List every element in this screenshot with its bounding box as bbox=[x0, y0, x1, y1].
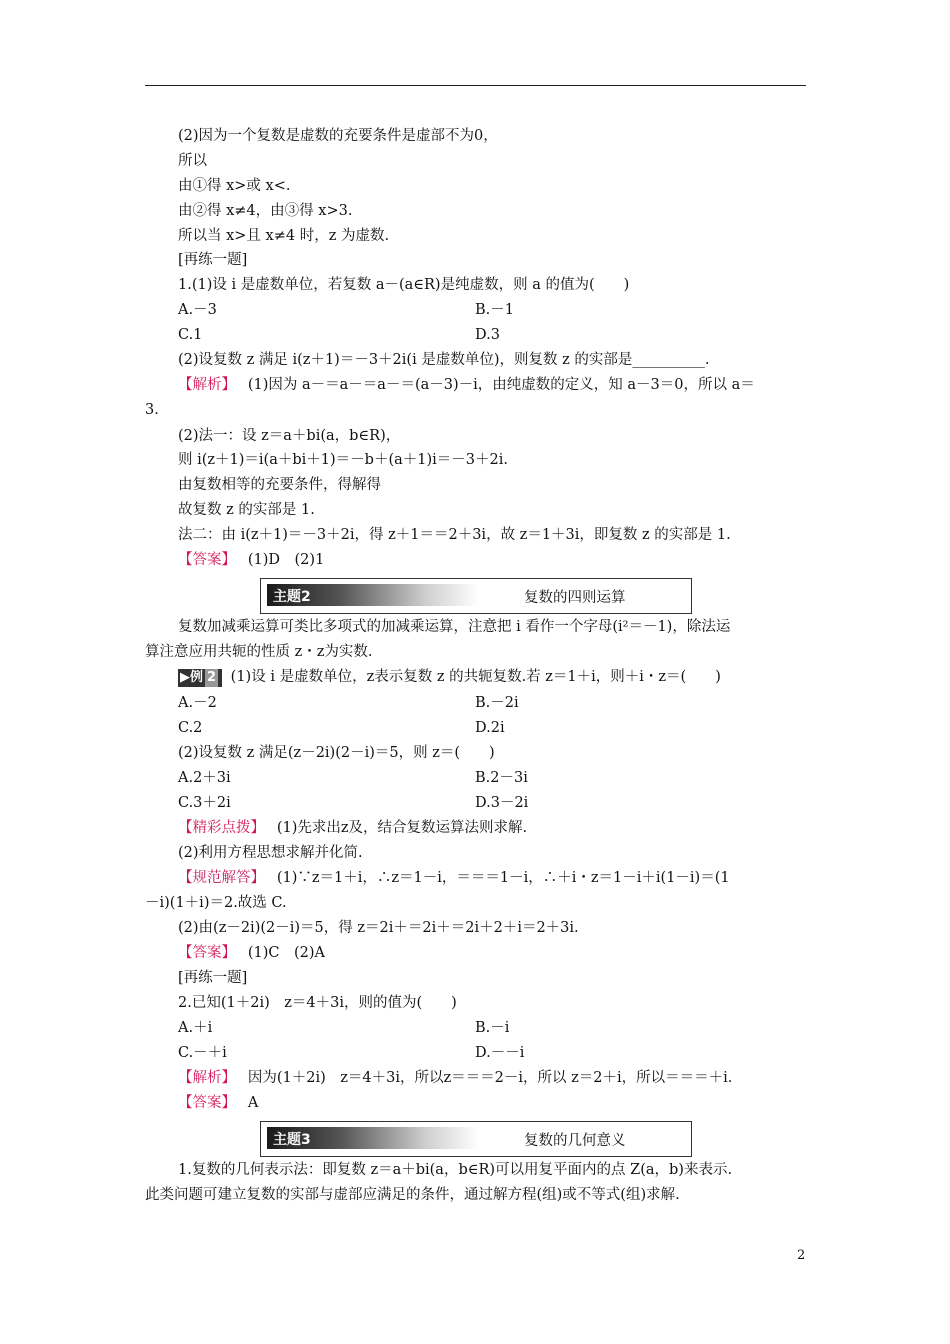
text-line: (2)由(z－2i)(2－i)＝5，得 z＝2i＋＝2i＋＝2i＋2＋i＝2＋3i. bbox=[178, 920, 579, 936]
text-line: 1.复数的几何表示法：即复数 z＝a＋bi(a，b∈R)可以用复平面内的点 Z(a，b)来表示. bbox=[178, 1162, 733, 1178]
example-line bbox=[178, 668, 721, 687]
text-line: 由①得 x>或 x<. bbox=[178, 178, 291, 194]
answer-tag: 【答案】 bbox=[178, 552, 229, 568]
text-line: 由复数相等的充要条件，得解得 bbox=[178, 477, 381, 493]
header-rule bbox=[145, 85, 806, 86]
analysis-text: 因为(1＋2i) z＝4＋3i，所以z＝＝＝2－i，所以 z＝2＋i，所以＝＝＝＋i. bbox=[247, 1070, 733, 1086]
option-a: A.－2 bbox=[178, 695, 217, 711]
hint-line bbox=[178, 819, 527, 837]
text-line: 所以 bbox=[178, 153, 207, 169]
example-question-2: (2)设复数 z 满足(z－2i)(2－i)＝5，则 z＝( ) bbox=[178, 745, 495, 761]
question-2: 2.已知(1＋2i) z＝4＋3i，则的值为( ) bbox=[178, 995, 457, 1011]
option-d: D.3－2i bbox=[475, 795, 529, 811]
option-a: A.＋i bbox=[178, 1020, 213, 1036]
option-a: A.2＋3i bbox=[178, 770, 231, 786]
question-1: 1.(1)设 i 是虚数单位，若复数 a－(a∈R)是纯虚数，则 a 的值为( ) bbox=[178, 277, 630, 293]
topic-title: 复数的几何意义 bbox=[524, 1133, 626, 1149]
question-1-part2: (2)设复数 z 满足 i(z＋1)＝－3＋2i(i 是虚数单位)，则复数 z 的实部是__________. bbox=[178, 352, 710, 368]
solution-line bbox=[178, 869, 730, 887]
option-b: B.2－3i bbox=[475, 770, 528, 786]
option-d: D.3 bbox=[475, 327, 500, 343]
answer-tag: 【答案】 bbox=[178, 1095, 229, 1111]
option-c: C.2 bbox=[178, 720, 203, 736]
analysis-text: (1)因为 a－＝a－＝a－＝(a－3)－i，由纯虚数的定义，知 a－3＝0，所以 a＝ bbox=[247, 377, 755, 393]
text-line: 此类问题可建立复数的实部与虚部应满足的条件，通过解方程(组)或不等式(组)求解. bbox=[145, 1187, 680, 1203]
option-c: C.－＋i bbox=[178, 1045, 227, 1061]
solution-text: (1)∵z＝1＋i，∴z＝1－i，＝＝＝1－i，∴＋i・z＝1－i＋i(1－i)＝(1 bbox=[276, 870, 730, 886]
topic-label: 主题2 bbox=[267, 584, 479, 606]
text-line: (2)法一：设 z＝a＋bi(a，b∈R)， bbox=[178, 428, 401, 444]
text-line: 3. bbox=[145, 402, 159, 418]
option-b: B.－1 bbox=[475, 302, 514, 318]
answer-line bbox=[178, 1094, 258, 1112]
text-line: 复数加减乘运算可类比多项式的加减乘运算，注意把 i 看作一个字母(i²＝－1)，除法运 bbox=[178, 619, 731, 635]
analysis-tag: 【解析】 bbox=[178, 377, 229, 393]
answer-tag: 【答案】 bbox=[178, 945, 229, 961]
solution-tag: 【规范解答】 bbox=[178, 870, 258, 886]
topic-title: 复数的四则运算 bbox=[524, 590, 626, 606]
analysis-tag: 【解析】 bbox=[178, 1070, 229, 1086]
text-line: (2)因为一个复数是虚数的充要条件是虚部不为0， bbox=[178, 128, 498, 144]
option-b: B.－2i bbox=[475, 695, 519, 711]
text-line: 算注意应用共轭的性质 z・z为实数. bbox=[145, 644, 373, 660]
hint-tag: 【精彩点拨】 bbox=[178, 820, 258, 836]
option-c: C.1 bbox=[178, 327, 203, 343]
text-line: 所以当 x>且 x≠4 时，z 为虚数. bbox=[178, 228, 390, 244]
hint-text: (1)先求出z及，结合复数运算法则求解. bbox=[276, 820, 528, 836]
example-question: (1)设 i 是虚数单位，z表示复数 z 的共轭复数.若 z＝1＋i，则＋i・z＝( ) bbox=[230, 669, 721, 685]
analysis-line bbox=[178, 376, 755, 394]
answer-line bbox=[178, 944, 325, 962]
answer-text: A bbox=[247, 1095, 259, 1111]
option-a: A.－3 bbox=[178, 302, 217, 318]
answer-text: (1)C (2)A bbox=[247, 945, 326, 961]
topic-label: 主题3 bbox=[267, 1127, 479, 1149]
page-number: 2 bbox=[797, 1248, 806, 1263]
practice-heading: [再练一题] bbox=[178, 970, 248, 986]
answer-text: (1)D (2)1 bbox=[247, 552, 325, 568]
topic-box-3 bbox=[260, 1121, 692, 1157]
topic-box-2 bbox=[260, 578, 692, 614]
text-line: 由②得 x≠4，由③得 x>3. bbox=[178, 203, 353, 219]
option-b: B.－i bbox=[475, 1020, 510, 1036]
text-line: 故复数 z 的实部是 1. bbox=[178, 502, 315, 518]
example-badge: ▶例 2 bbox=[178, 669, 222, 687]
text-line: 则 i(z＋1)＝i(a＋bi＋1)＝－b＋(a＋1)i＝－3＋2i. bbox=[178, 452, 508, 468]
option-c: C.3＋2i bbox=[178, 795, 231, 811]
option-d: D.2i bbox=[475, 720, 505, 736]
practice-heading: [再练一题] bbox=[178, 252, 248, 268]
text-line: (2)利用方程思想求解并化简. bbox=[178, 845, 363, 861]
text-line: －i)(1＋i)＝2.故选 C. bbox=[145, 895, 287, 911]
analysis-line bbox=[178, 1069, 732, 1087]
answer-line bbox=[178, 551, 324, 569]
text-line: 法二：由 i(z＋1)＝－3＋2i，得 z＋1＝＝2＋3i，故 z＝1＋3i，即复数 z 的实部是 1. bbox=[178, 527, 731, 543]
option-d: D.－－i bbox=[475, 1045, 525, 1061]
